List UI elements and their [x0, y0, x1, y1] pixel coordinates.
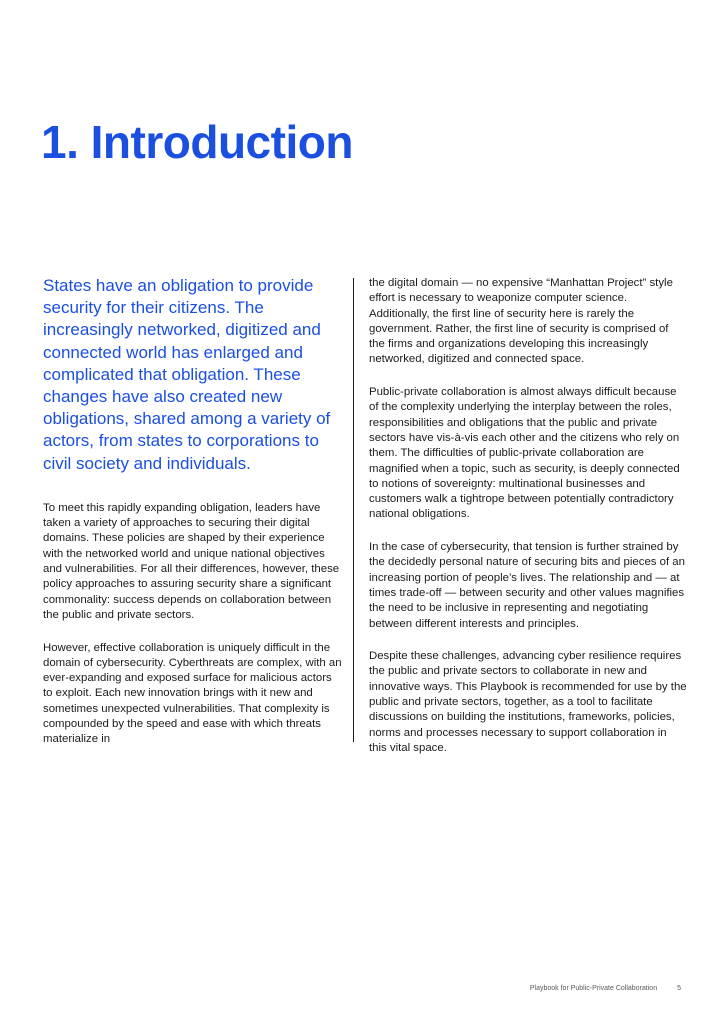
- body-paragraph: Public-private collaboration is almost always difficult because of the complexity underlying the interplay between the roles, responsibilities and obligations that the public and private sectors have vis-à-vis each other and the citizens who rely on them. The difficulties of public-private collaboration are magnified when a topic, such as security, is deeply connected to notions of sovereignty: multinational businesses and customers walk a tightrope between potentially contradictory national obligations.: [369, 386, 680, 521]
- body-paragraph: Despite these challenges, advancing cyber resilience requires the public and private sectors to collaborate in new and innovative ways. This Playbook is recommended for use by the public and private sectors, together, as a tool to facilitate discussions on building the institutions, frameworks, policies, norms and processes necessary to support collaboration in this vital space.: [369, 650, 687, 754]
- page-footer: [530, 985, 681, 992]
- page-number: 5: [677, 985, 681, 992]
- page-title: 1. Introduction: [41, 116, 353, 168]
- body-paragraph: To meet this rapidly expanding obligation, leaders have taken a variety of approaches to securing their digital domains. These policies are shaped by their experience with the networked world and unique national objectives and vulnerabilities. For all their differences, however, these policy approaches to assuring security share a significant commonality: success depends on collaboration between the public and private sectors.: [43, 501, 340, 621]
- left-column: [43, 275, 343, 765]
- body-paragraph: the digital domain — no expensive “Manhattan Project” style effort is necessary to weaponize computer science. Additionally, the first line of security here is rarely the government. Rather, the first line of security is comprised of the firms and organizations developing this increasingly networked, digitized and connected space.: [369, 277, 673, 366]
- body-paragraph: In the case of cybersecurity, that tension is further strained by the decidedly personal nature of securing bits and pieces of an increasing portion of people’s lives. The relationship and — at times trade-off — between security and other values magnifies the need to be inclusive in representing and negotiating between different interests and principles.: [369, 541, 685, 630]
- body-paragraph: However, effective collaboration is uniquely difficult in the domain of cybersecurity. Cyberthreats are complex, with an ever-expanding and exposed surface for malicious actors to exploit. Each new innovation brings with it new and sometimes unexpected vulnerabilities. That complexity is compounded by the speed and ease with which threats materialize in: [43, 641, 342, 746]
- right-column: [369, 276, 687, 774]
- footer-doc-title: Playbook for Public-Private Collaboration: [529, 985, 658, 992]
- lead-paragraph: States have an obligation to provide security for their citizens. The increasingly networked, digitized and connected world has enlarged and complicated that obligation. These changes have also created new obligations, shared among a variety of actors, from states to corporations to civil society and individuals.: [43, 276, 331, 473]
- column-divider: [353, 278, 354, 742]
